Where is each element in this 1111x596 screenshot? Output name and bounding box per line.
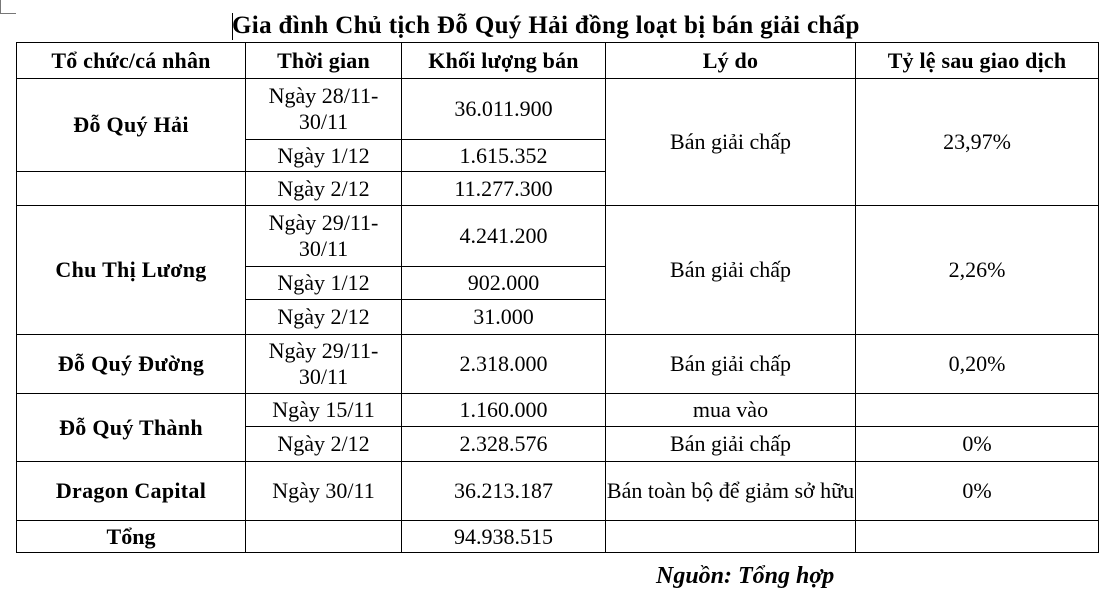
time-cell: Ngày 29/11-30/11 xyxy=(246,335,402,394)
source-note: Nguồn: Tổng hợp xyxy=(656,563,835,589)
volume-cell: 36.213.187 xyxy=(402,462,606,521)
time-cell: Ngày 2/12 xyxy=(246,172,402,206)
volume-cell: 2.318.000 xyxy=(402,335,606,394)
volume-cell: 1.615.352 xyxy=(402,140,606,172)
ratio-cell: 0% xyxy=(856,427,1099,462)
table-row xyxy=(17,462,1099,521)
volume-cell: 902.000 xyxy=(402,267,606,300)
reason-cell: mua vào xyxy=(606,394,856,427)
header-volume: Khối lượng bán xyxy=(402,43,606,79)
volume-cell: 11.277.300 xyxy=(402,172,606,206)
ratio-cell: 23,97% xyxy=(856,79,1099,206)
org-name: Đỗ Quý Đường xyxy=(17,335,246,394)
table-row xyxy=(17,206,1099,267)
corner-margin-mark xyxy=(0,0,16,14)
time-cell: Ngày 28/11-30/11 xyxy=(246,79,402,140)
header-org: Tổ chức/cá nhân xyxy=(17,43,246,79)
empty-cell xyxy=(606,521,856,553)
empty-cell xyxy=(17,172,246,206)
sales-table xyxy=(16,42,1099,553)
ratio-cell: 2,26% xyxy=(856,206,1099,335)
org-name: Đỗ Quý Hải xyxy=(17,79,246,172)
org-name: Dragon Capital xyxy=(17,462,246,521)
volume-cell: 4.241.200 xyxy=(402,206,606,267)
total-volume: 94.938.515 xyxy=(402,521,606,553)
table-title: Gia đình Chủ tịch Đỗ Quý Hải đồng loạt bị bán giải chấp xyxy=(232,12,860,39)
time-cell: Ngày 15/11 xyxy=(246,394,402,427)
time-cell: Ngày 2/12 xyxy=(246,427,402,462)
reason-cell: Bán giải chấp xyxy=(606,206,856,335)
ratio-cell: 0% xyxy=(856,462,1099,521)
volume-cell: 31.000 xyxy=(402,300,606,335)
volume-cell: 2.328.576 xyxy=(402,427,606,462)
ratio-cell xyxy=(856,394,1099,427)
empty-cell xyxy=(856,521,1099,553)
header-row xyxy=(17,43,1099,79)
time-cell: Ngày 2/12 xyxy=(246,300,402,335)
reason-cell: Bán giải chấp xyxy=(606,79,856,206)
total-row xyxy=(17,521,1099,553)
time-cell: Ngày 1/12 xyxy=(246,267,402,300)
time-cell: Ngày 1/12 xyxy=(246,140,402,172)
volume-cell: 36.011.900 xyxy=(402,79,606,140)
reason-cell: Bán giải chấp xyxy=(606,335,856,394)
org-name: Chu Thị Lương xyxy=(17,206,246,335)
org-name: Đỗ Quý Thành xyxy=(17,394,246,462)
header-time: Thời gian xyxy=(246,43,402,79)
total-label: Tổng xyxy=(17,521,246,553)
empty-cell xyxy=(246,521,402,553)
volume-cell: 1.160.000 xyxy=(402,394,606,427)
ratio-cell: 0,20% xyxy=(856,335,1099,394)
table-row xyxy=(17,79,1099,140)
header-reason: Lý do xyxy=(606,43,856,79)
header-ratio: Tỷ lệ sau giao dịch xyxy=(856,43,1099,79)
reason-cell: Bán giải chấp xyxy=(606,427,856,462)
table-row xyxy=(17,394,1099,427)
time-cell: Ngày 30/11 xyxy=(246,462,402,521)
table-row xyxy=(17,335,1099,394)
reason-cell: Bán toàn bộ để giảm sở hữu xyxy=(606,462,856,521)
time-cell: Ngày 29/11-30/11 xyxy=(246,206,402,267)
